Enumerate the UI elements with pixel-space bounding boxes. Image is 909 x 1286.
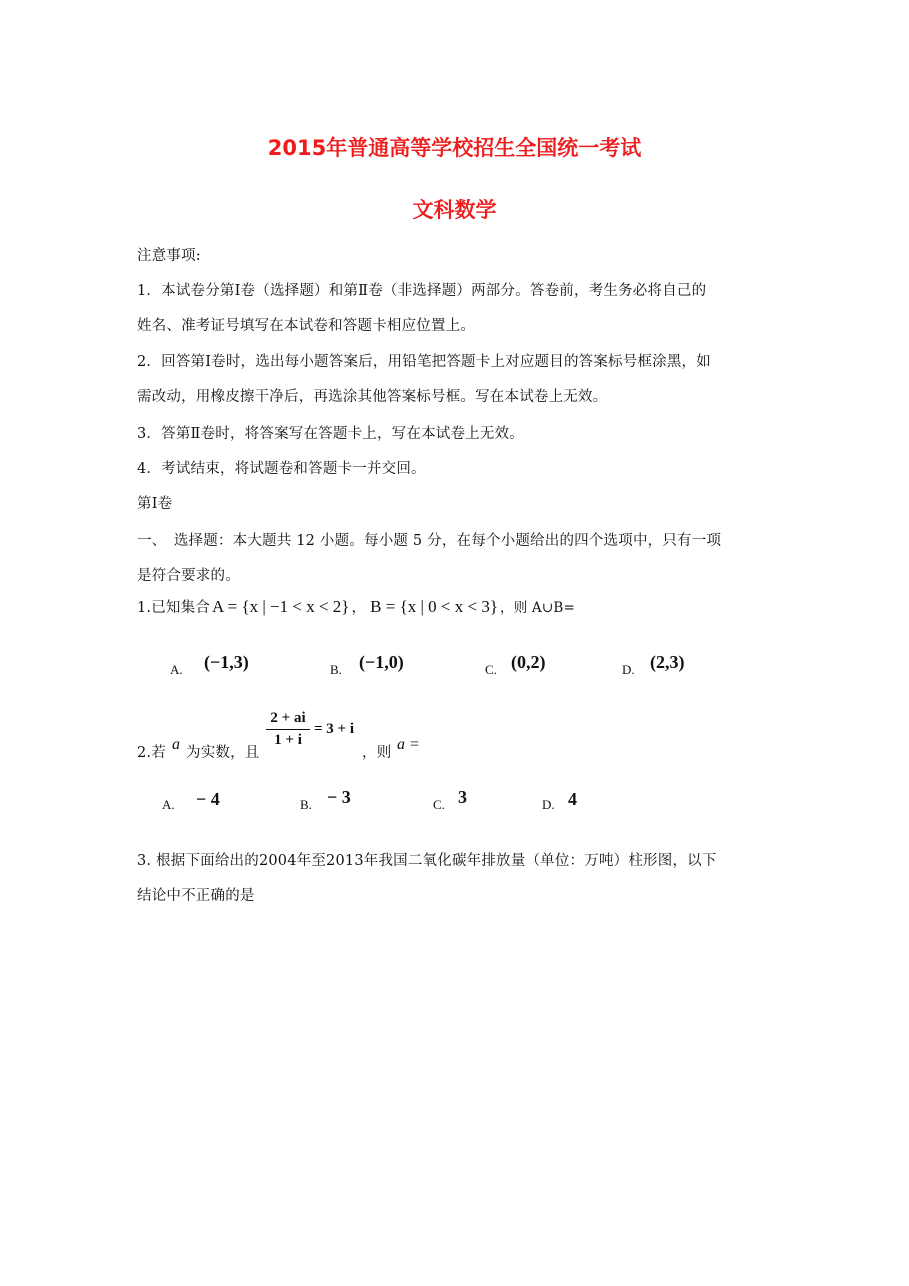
q1-option-a-label: A.: [170, 662, 183, 677]
q2-option-a-label: A.: [162, 797, 175, 812]
q1-option-c-value: (0,2): [511, 652, 546, 672]
q1-prefix: 1.已知集合: [137, 600, 211, 616]
notice-item-2-line-2: 需改动，用橡皮擦干净后，再选涂其他答案标号框。写在本试卷上无效。: [137, 389, 608, 405]
q1-option-a-value: (−1,3): [204, 652, 249, 672]
q2-fraction-denominator: 1 + i: [274, 732, 302, 748]
notice-item-2-line-1: 2．回答第Ⅰ卷时，选出每小题答案后，用铅笔把答题卡上对应题目的答案标号框涂黑，如: [137, 354, 711, 370]
q1-set-a: A = {x | −1 < x < 2}: [212, 597, 350, 616]
q1-option-c-label: C.: [485, 662, 497, 677]
q2-variable: a: [172, 736, 180, 753]
q2-mid: 为实数，且: [186, 745, 260, 761]
notice-item-1-line-2: 姓名、准考证号填写在本试卷和答题卡相应位置上。: [137, 318, 476, 334]
exam-title: 2015年普通高等学校招生全国统一考试: [267, 136, 642, 160]
q2-option-d-value: 4: [568, 789, 577, 809]
q2-option-a-value: − 4: [196, 789, 220, 809]
section-intro-line-1: 一、 选择题：本大题共 12 小题。每小题 5 分，在每个小题给出的四个选项中，只有一项: [137, 533, 722, 549]
q2-option-c-label: C.: [433, 797, 445, 812]
q1-suffix: ，则 A∪B=: [500, 600, 575, 616]
notice-item-3: 3．答第Ⅱ卷时，将答案写在答题卡上，写在本试卷上无效。: [137, 426, 524, 442]
notice-item-1-line-1: 1．本试卷分第Ⅰ卷（选择题）和第Ⅱ卷（非选择题）两部分。答卷前，考生务必将自己的: [137, 283, 707, 299]
q2-rhs: = 3 + i: [314, 721, 355, 737]
question-1: [137, 596, 575, 617]
notice-item-4: 4．考试结束，将试题卷和答题卡一并交回。: [137, 461, 426, 477]
exam-subtitle: 文科数学: [412, 198, 497, 222]
q2-option-d-label: D.: [542, 797, 555, 812]
q3-line-1: 3. 根据下面给出的2004年至2013年我国二氧化碳年排放量（单位：万吨）柱形图，以下: [137, 853, 717, 869]
q1-option-b-value: (−1,0): [359, 652, 404, 672]
q1-option-d-label: D.: [622, 662, 635, 677]
q2-prefix: 2.若: [137, 745, 166, 761]
q2-fraction-numerator: 2 + ai: [270, 710, 306, 726]
section-intro-line-2: 是符合要求的。: [137, 568, 240, 584]
q1-option-d-value: (2,3): [650, 652, 685, 672]
q2-tail: a =: [397, 736, 420, 753]
q2-fraction: [266, 710, 310, 749]
q2-fraction-bar: [266, 729, 310, 730]
q1-option-b-label: B.: [330, 662, 342, 677]
section-title: 第Ⅰ卷: [137, 496, 173, 512]
q1-set-b: B = {x | 0 < x < 3}: [370, 597, 498, 616]
q2-suffix: ，则: [362, 745, 392, 761]
notice-heading: 注意事项:: [137, 248, 201, 264]
q2-option-c-value: 3: [458, 787, 467, 807]
q2-option-b-value: − 3: [327, 787, 351, 807]
q1-separator: ，: [351, 600, 367, 616]
q3-line-2: 结论中不正确的是: [137, 888, 255, 904]
q2-option-b-label: B.: [300, 797, 312, 812]
